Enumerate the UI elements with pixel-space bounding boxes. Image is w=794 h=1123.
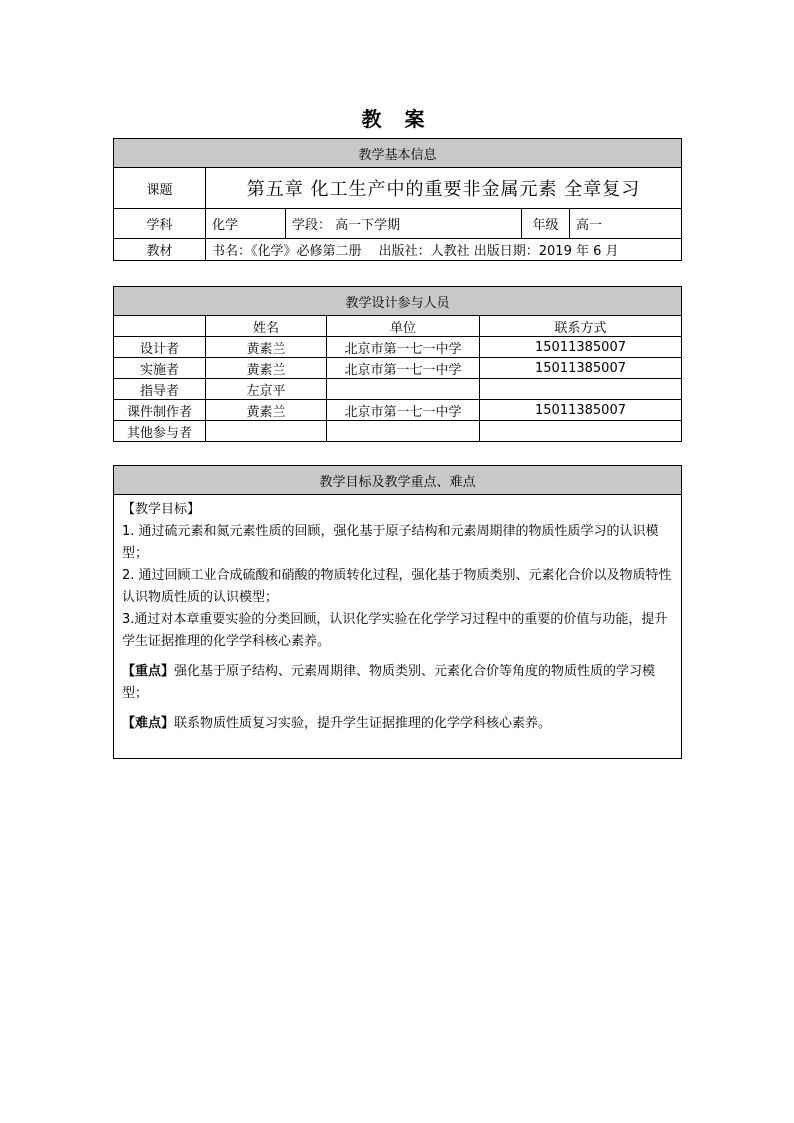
textbook-label: 教材 (114, 239, 206, 261)
difficult-points-text: 联系物质性质复习实验，提升学生证据推理的化学学科核心素养。 (174, 716, 552, 731)
unit-cell: 北京市第一七一中学 (327, 358, 480, 379)
column-header: 姓名 (206, 316, 327, 337)
contact-cell (480, 379, 682, 400)
name-cell: 黄素兰 (206, 358, 327, 379)
column-header: 单位 (327, 316, 480, 337)
page-title: 教 案 (361, 107, 433, 131)
unit-cell (327, 379, 480, 400)
subject-label: 学科 (114, 209, 206, 239)
contact-cell (480, 421, 682, 442)
goal-item: 3.通过对本章重要实验的分类回顾，认识化学实验在化学学习过程中的重要的价值与功能，提升学生证据推理的化学学科核心素养。 (122, 612, 668, 649)
participants-table (113, 286, 682, 442)
grade-value: 高一 (570, 209, 682, 239)
table-row (114, 358, 682, 379)
role-cell: 其他参与者 (114, 421, 206, 442)
subject-value: 化学 (206, 209, 286, 239)
role-cell: 课件制作者 (114, 400, 206, 421)
table-row (114, 337, 682, 358)
grade-label: 年级 (522, 209, 570, 239)
name-cell: 黄素兰 (206, 337, 327, 358)
topic-label: 课题 (114, 168, 206, 209)
basic-info-header: 教学基本信息 (114, 139, 682, 168)
unit-cell: 北京市第一七一中学 (327, 400, 480, 421)
objectives-body (114, 495, 682, 759)
goal-item: 2. 通过回顾工业合成硫酸和硝酸的物质转化过程，强化基于物质类别、元素化合价以及物质特性认识物质性质的认识模型； (122, 568, 672, 605)
basic-info-table (113, 138, 682, 261)
goal-item: 1. 通过硫元素和氮元素性质的回顾，强化基于原子结构和元素周期律的物质性质学习的认识模型； (122, 524, 659, 561)
unit-cell (327, 421, 480, 442)
objectives-table (113, 465, 682, 759)
key-points-label: 【重点】 (122, 664, 175, 679)
table-row (114, 379, 682, 400)
column-header (114, 316, 206, 337)
stage-text: 学段： 高一下学期 (286, 209, 522, 239)
unit-cell: 北京市第一七一中学 (327, 337, 480, 358)
column-header: 联系方式 (480, 316, 682, 337)
table-row (114, 421, 682, 442)
role-cell: 实施者 (114, 358, 206, 379)
topic-value: 第五章 化工生产中的重要非金属元素 全章复习 (206, 168, 682, 209)
textbook-value: 书名：《化学》必修第二册 出版社：人教社 出版日期：2019 年 6 月 (206, 239, 682, 261)
contact-cell: 15011385007 (480, 337, 682, 358)
role-cell: 设计者 (114, 337, 206, 358)
objectives-header: 教学目标及教学重点、难点 (114, 466, 682, 495)
name-cell: 黄素兰 (206, 400, 327, 421)
name-cell (206, 421, 327, 442)
participants-header: 教学设计参与人员 (114, 287, 682, 316)
key-points-text: 强化基于原子结构、元素周期律、物质类别、元素化合价等角度的物质性质的学习模型； (122, 664, 656, 701)
role-cell: 指导者 (114, 379, 206, 400)
goals-title: 【教学目标】 (122, 502, 201, 517)
difficult-points-label: 【难点】 (122, 716, 175, 731)
contact-cell: 15011385007 (480, 400, 682, 421)
contact-cell: 15011385007 (480, 358, 682, 379)
table-row (114, 400, 682, 421)
name-cell: 左京平 (206, 379, 327, 400)
